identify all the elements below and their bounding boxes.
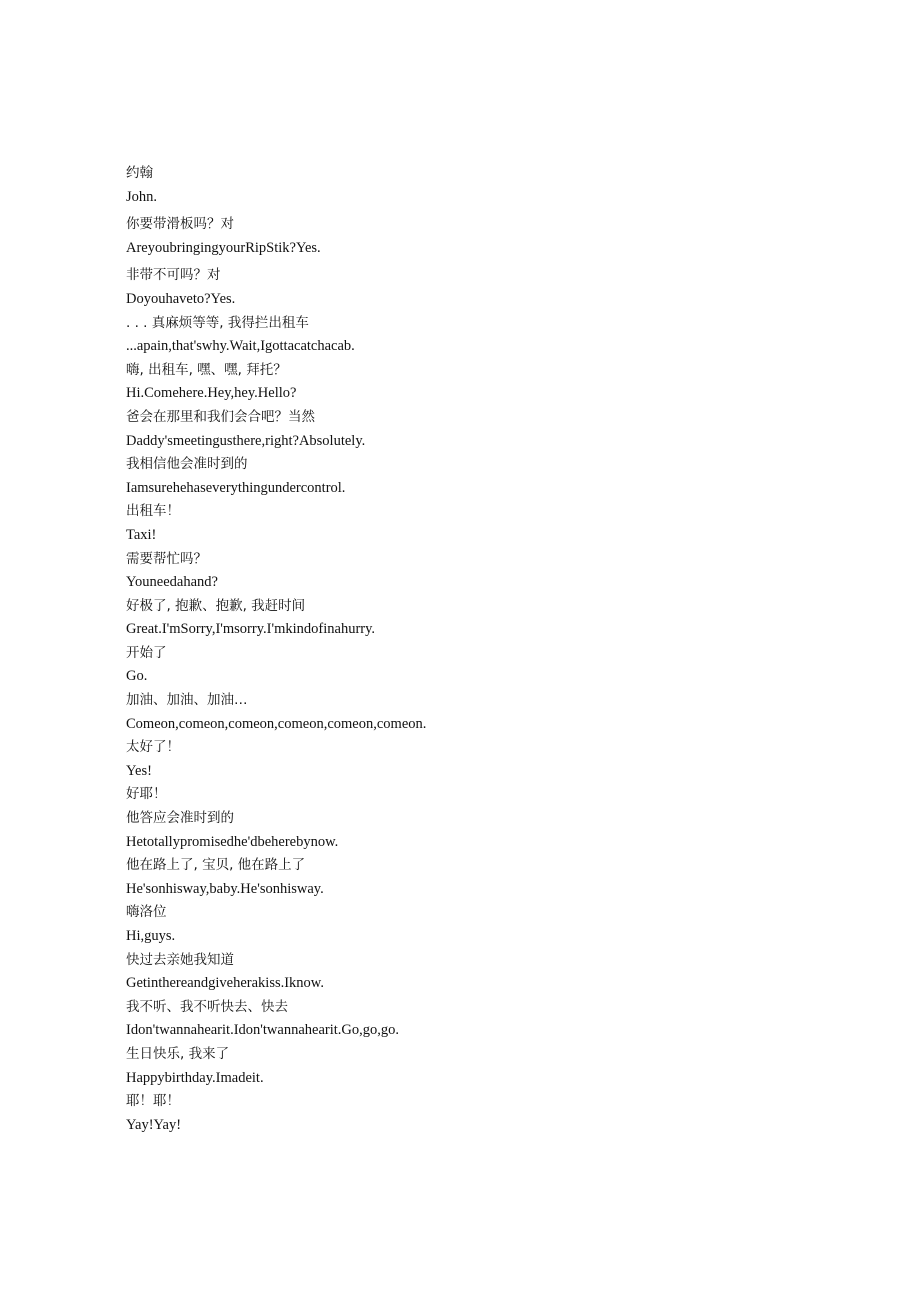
subtitle-zh-line: 你要带滑板吗？对 [126, 216, 234, 233]
subtitle-en-line: Yes! [126, 762, 152, 779]
subtitle-zh-line: 我相信他会准时到的 [126, 456, 248, 473]
subtitle-zh-line: 爸会在那里和我们会合吧？当然 [126, 408, 315, 425]
subtitle-zh-line: 出租车！ [126, 503, 180, 520]
subtitle-en-line: Taxi! [126, 526, 157, 543]
subtitle-zh-line: 他在路上了, 宝贝, 他在路上了 [126, 857, 306, 874]
subtitle-zh-line: 需要帮忙吗？ [126, 550, 207, 567]
subtitle-document [126, 162, 826, 1137]
subtitle-zh-line: 约翰 [126, 165, 153, 181]
subtitle-en-line: Hetotallypromisedhe'dbeherebynow. [126, 833, 339, 850]
subtitle-en-line: Iamsurehehaseverythingundercontrol. [126, 479, 346, 496]
subtitle-en-line: Daddy'smeetingusthere,right?Absolutely. [126, 432, 366, 449]
subtitle-en-line: Getinthereandgiveherakiss.Iknow. [126, 975, 324, 992]
subtitle-en-line: Hi.Comehere.Hey,hey.Hello? [126, 385, 297, 402]
subtitle-zh-line: . . . 真麻烦等等, 我得拦出租车 [126, 314, 309, 331]
subtitle-en-line: John. [126, 188, 158, 205]
subtitle-zh-line: 非带不可吗？对 [126, 267, 221, 284]
subtitle-zh-line: 好极了, 抱歉、抱歉, 我赶时间 [126, 597, 306, 614]
subtitle-en-line: Hi,guys. [126, 928, 176, 944]
subtitle-en-line: Go. [126, 668, 148, 685]
subtitle-en-line: Doyouhaveto?Yes. [126, 290, 236, 307]
subtitle-zh-line: 生日快乐, 我来了 [126, 1045, 230, 1062]
subtitle-en-line: Comeon,comeon,comeon,comeon,comeon,comeon. [126, 715, 427, 732]
subtitle-zh-line: 嗨, 出租车, 嘿、嘿, 拜托？ [126, 361, 287, 378]
subtitle-en-line: He'sonhisway,baby.He'sonhisway. [126, 880, 324, 897]
subtitle-zh-line: 他答应会准时到的 [126, 810, 234, 827]
subtitle-zh-line: 加油、加油、加油… [126, 692, 248, 709]
subtitle-en-line: Happybirthday.Imadeit. [126, 1069, 264, 1086]
subtitle-en-line: AreyoubringingyourRipStik?Yes. [126, 239, 321, 256]
subtitle-en-line: Yay!Yay! [126, 1116, 182, 1133]
subtitle-zh-line: 太好了！ [126, 739, 180, 756]
subtitle-zh-line: 我不听、我不听快去、快去 [126, 998, 288, 1015]
subtitle-zh-line: 开始了 [126, 644, 167, 661]
subtitle-zh-line: 好耶！ [126, 786, 167, 803]
subtitle-en-line: Youneedahand? [126, 574, 218, 591]
subtitle-zh-line: 耶！耶！ [126, 1093, 180, 1110]
subtitle-en-line: ...apain,that'swhy.Wait,Igottacatchacab. [126, 338, 355, 355]
subtitle-en-line: Great.I'mSorry,I'msorry.I'mkindofinahurry. [126, 621, 376, 638]
subtitle-en-line: Idon'twannahearit.Idon'twannahearit.Go,go,go. [126, 1022, 399, 1039]
subtitle-zh-line: 快过去亲她我知道 [126, 951, 234, 968]
subtitle-zh-line: 嗨洛位 [126, 904, 167, 921]
